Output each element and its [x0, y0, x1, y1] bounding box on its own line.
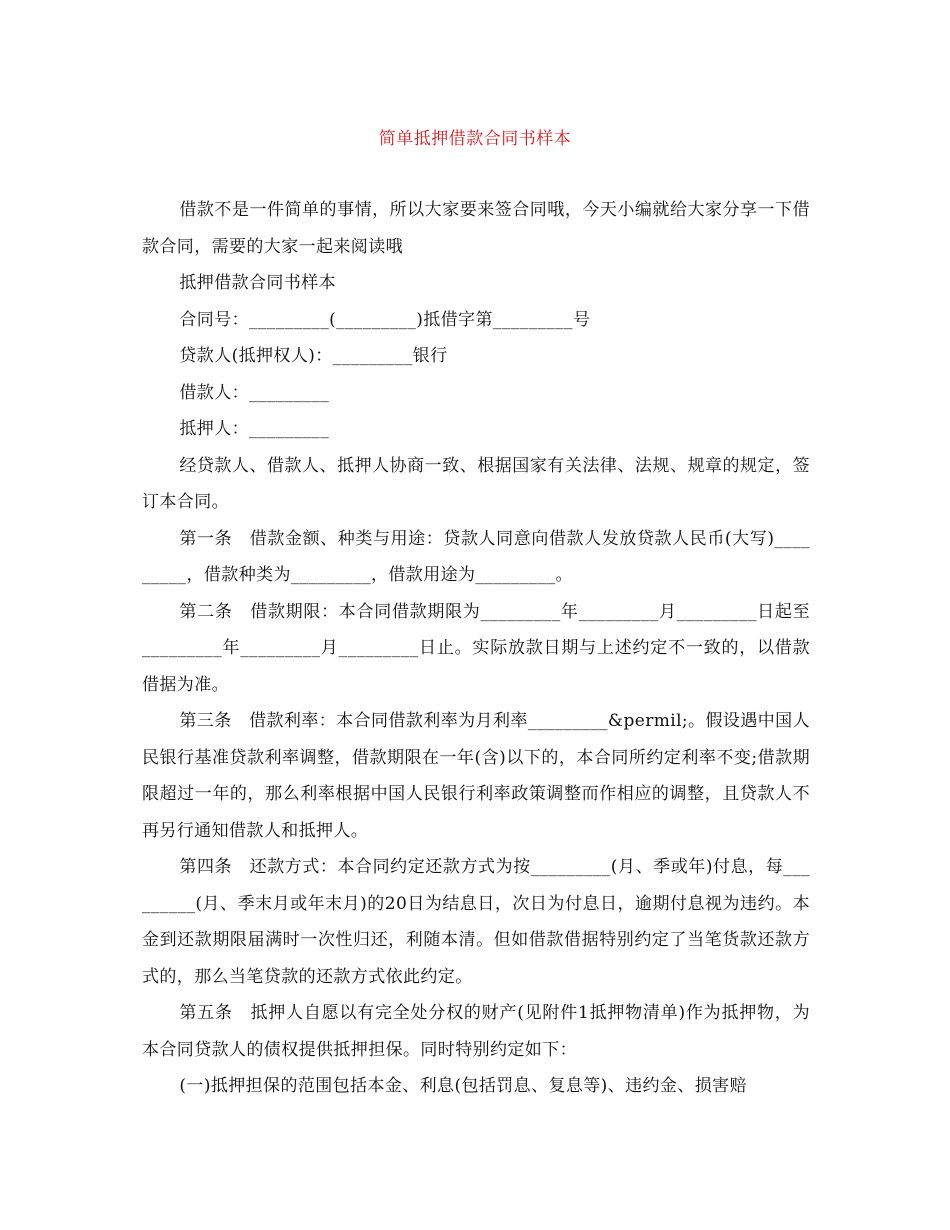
article-3: 第三条 借款利率：本合同借款利率为月利率_________&permil;。假设遇中国人民银行基准贷款利率调整，借款期限在一年(含)以下的，本合同所约定利率不变;借款期限超过一年的，那么利率根据中国人民银行利率政策调整而作相应的调整，且贷款人不再另行通知借款人和抵押人。: [142, 711, 810, 841]
borrower-line: 借款人：_________: [179, 382, 330, 403]
article-1: 第一条 借款金额、种类与用途：贷款人同意向借款人发放贷款人民币(大写)_________，借款种类为_________，借款用途为_________。: [142, 528, 810, 585]
contract-number-line: 合同号：_________(_________)抵借字第_________号: [179, 309, 591, 330]
article-2: 第二条 借款期限：本合同借款期限为_________年_________月_________日起至_________年_________月_________日止。实际放款日期与上述约定不一致的，以借款借据为准。: [142, 601, 810, 695]
preamble-paragraph: 经贷款人、借款人、抵押人协商一致、根据国家有关法律、法规、规章的规定，签订本合同。: [142, 455, 810, 512]
article-5: 第五条 抵押人自愿以有完全处分权的财产(见附件1抵押物清单)作为抵押物，为本合同贷款人的债权提供抵押担保。同时特别约定如下：: [142, 1003, 810, 1060]
article-5-clause-1: (一)抵押担保的范围包括本金、利息(包括罚息、复息等)、违约金、损害赔: [179, 1076, 747, 1096]
document-body: [142, 192, 810, 1105]
lender-line: 贷款人(抵押权人)：_________银行: [179, 346, 448, 366]
contract-heading: 抵押借款合同书样本: [179, 273, 336, 293]
article-4: 第四条 还款方式：本合同约定还款方式为按_________(月、季或年)付息，每_________(月、季末月或年末月)的20日为结息日，次日为付息日，逾期付息视为违约。本金到还款期限届满时一次性归还，利随本清。但如借款借据特别约定了当笔货款还款方式的，那么当笔贷款的还款方式依此约定。: [142, 857, 810, 987]
intro-paragraph: 借款不是一件简单的事情，所以大家要来签合同哦，今天小编就给大家分享一下借款合同，需要的大家一起来阅读哦: [142, 200, 810, 257]
document-title: 简单抵押借款合同书样本: [378, 129, 572, 149]
mortgagor-line: 抵押人：_________: [179, 419, 330, 439]
